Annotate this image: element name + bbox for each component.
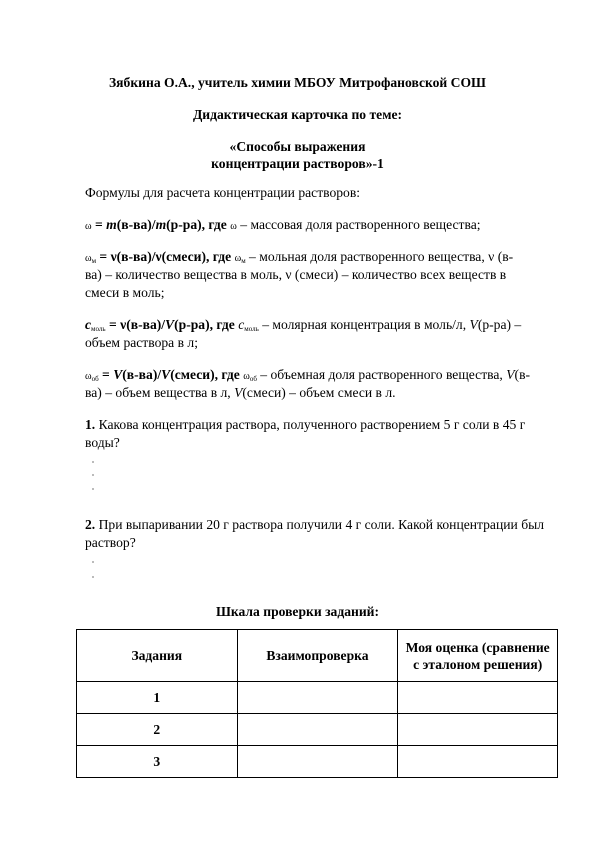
- self-assessment-cell[interactable]: [398, 746, 558, 778]
- self-assessment-cell[interactable]: [398, 682, 558, 714]
- table-header-row: [77, 630, 558, 682]
- self-assessment-cell[interactable]: [398, 714, 558, 746]
- table-row: [77, 682, 558, 714]
- formulas-intro: Формулы для расчета концентрации растворов:: [85, 185, 361, 200]
- molar-concentration-formula-line1: $c_{моль} = \nu(в-ва)/V(р-ра)$, где $c_{моль}$ – молярная концентрация в моль/л, V(р-ра) –: [85, 317, 522, 333]
- answer-space-marker: [92, 461, 94, 463]
- task-number-cell: 2: [77, 714, 238, 746]
- header-tasks: Задания: [77, 630, 238, 682]
- mass-fraction-formula: ω = m(в-ва)/m(р-ра), где ω – массовая доля растворенного вещества;: [85, 217, 481, 232]
- topic-title-line2: концентрации растворов»-1: [211, 156, 384, 171]
- scale-table: [76, 629, 558, 778]
- task-number-cell: 3: [77, 746, 238, 778]
- topic-title-line1: «Способы выражения: [229, 139, 366, 154]
- omega-symbol: ω: [85, 221, 92, 232]
- molar-concentration-formula-line2: объем раствора в л;: [85, 335, 198, 350]
- mole-fraction-formula-line2: ва) – количество вещества в моль, ν (смеси) – количество всех веществ в: [85, 267, 507, 282]
- peer-review-cell[interactable]: [237, 746, 398, 778]
- volume-fraction-formula-line1: $\omega_{об}$ = V(в-ва)/V(смеси), где $\omega_{об}$ – объемная доля растворенного вещества, V(в-: [85, 367, 531, 383]
- card-subject-line: Дидактическая карточка по теме:: [192, 107, 403, 122]
- answer-space-marker: [92, 474, 94, 476]
- answer-space-marker: [92, 561, 94, 563]
- table-row: [77, 714, 558, 746]
- mole-fraction-formula-line3: смеси в моль;: [85, 285, 165, 300]
- peer-review-cell[interactable]: [237, 682, 398, 714]
- task-2-line1: 2. При выпаривании 20 г раствора получили 4 г соли. Какой концентрации был: [85, 517, 545, 532]
- scale-title: Шкала проверки заданий:: [215, 604, 380, 619]
- task-number-cell: 1: [77, 682, 238, 714]
- author-line: Зябкина О.А., учитель химии МБОУ Митрофановской СОШ: [109, 75, 486, 90]
- table-row: [77, 746, 558, 778]
- peer-review-cell[interactable]: [237, 714, 398, 746]
- answer-space-marker: [92, 576, 94, 578]
- task-1-line2: воды?: [85, 435, 120, 450]
- mole-fraction-formula-line1: $\omega_м$ = ν(в-ва)/ν(смеси), где $\omega_м$ – мольная доля растворенного вещества, ν (в-: [85, 249, 514, 265]
- header-self-assessment: Моя оценка (сравнение с эталоном решения): [398, 630, 558, 682]
- task-2-line2: раствор?: [85, 535, 136, 550]
- answer-space-marker: [92, 488, 94, 490]
- header-peer-review: Взаимопроверка: [237, 630, 398, 682]
- volume-fraction-formula-line2: ва) – объем вещества в л, V(смеси) – объем смеси в л.: [85, 385, 396, 400]
- task-1-line1: 1. Какова концентрация раствора, полученного растворением 5 г соли в 45 г: [85, 417, 526, 432]
